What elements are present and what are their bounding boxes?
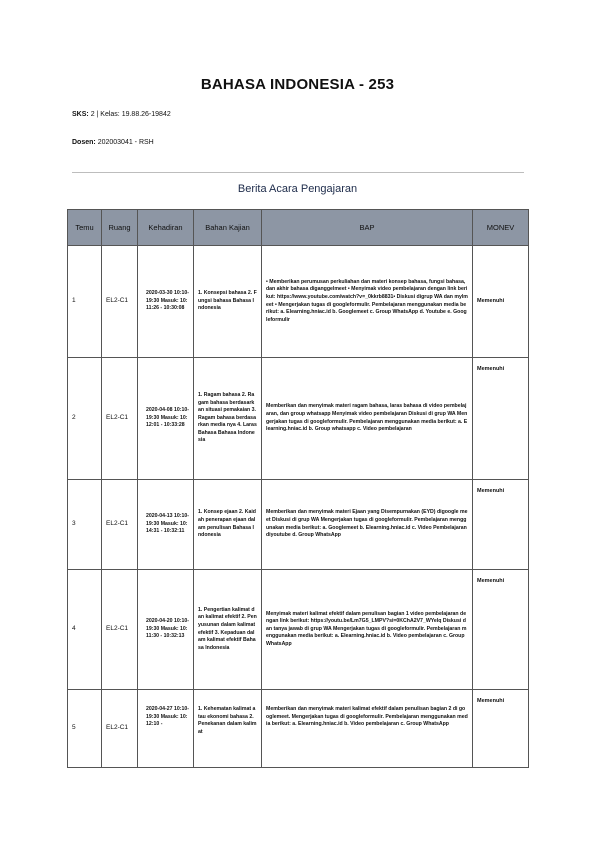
- divider: [72, 172, 524, 173]
- document-title: BAHASA INDONESIA - 253: [200, 76, 395, 93]
- cell-monev: Memenuhi: [473, 570, 529, 690]
- cell-temu: 4: [68, 570, 102, 690]
- cell-temu: 3: [68, 480, 102, 570]
- header-kehadiran: Kehadiran: [138, 210, 194, 246]
- cell-temu: 2: [68, 358, 102, 480]
- cell-monev: Memenuhi: [473, 246, 529, 358]
- cell-monev: Memenuhi: [473, 480, 529, 570]
- sks-class-line: [72, 111, 171, 118]
- sks-value: 2 | Kelas: 19.88.26-19842: [90, 111, 171, 118]
- cell-bahan-kajian: 1. Konsep ejaan 2. Kaidah penerapan ejaan dalam penulisan Bahasa Indonesia: [194, 480, 262, 570]
- table-row: [68, 358, 529, 480]
- cell-bap: Memberikan dan menyimak materi ragam bahasa, laras bahasa di video pembelajaran, dan group whatsapp Menyimak video pembelajaran Diskusi di grup WA Mengerjakan tugas di googleformulir. Pembelajaran menggunakan media berikut: a. Elearning.hniac.id b. Group whatsapp c. Video pembelajaran: [262, 358, 473, 480]
- cell-bahan-kajian: 1. Pengertian kalimat dan kalimat efektif 2. Penyusunan dalam kalimat efektif 3. Kepaduan dalam kalimat efektif Bahasa Indonesia: [194, 570, 262, 690]
- header-ruang: Ruang: [102, 210, 138, 246]
- cell-monev: Memenuhi: [473, 690, 529, 768]
- table-row: [68, 690, 529, 768]
- cell-kehadiran: 2020-04-13 10:10-19:30 Masuk: 10:14:31 - 10:32:11: [138, 480, 194, 570]
- header-bap: BAP: [262, 210, 473, 246]
- header-monev: MONEV: [473, 210, 529, 246]
- header-temu: Temu: [68, 210, 102, 246]
- cell-kehadiran: 2020-04-08 10:10-19:30 Masuk: 10:12:01 - 10:33:28: [138, 358, 194, 480]
- cell-bap: • Memberikan perumusan perkuliahan dan materi konsep bahasa, fungsi bahasa, dan akhir bahasa diganggelmeet • Menyimak video pembelajaran dengan link berikut: https://www.youtube.com/watch?v=_0kkrb8831• Diskusi digrup WA dan mylmeet • Mengerjakan tugas di googleformulir. Pembelajaran menggunakan media berikut: a. Elearning.hniac.id b. Googlemeet c. Group WhatsApp d. Youtube e. Googleformulir: [262, 246, 473, 358]
- table-row: [68, 570, 529, 690]
- cell-bap: Memberikan dan menyimak materi kalimat efektif dalam penulisan bagian 2 di googlemeet. Mengerjakan tugas di googleformulir. Pembelajaran menggunakan media berikut: a. Elearning.hniac.id b. Video pembelajaran c. Group WhatsApp: [262, 690, 473, 768]
- cell-bap: Menyimak materi kalimat efektif dalam penulisan bagian 1 video pembelajaran dengan link berikut: https://youtu.be/Lm7G5_LMPV?si=0KChA2V7_WYeIq Diskusi dan tanya jawab di grup WA Mengerjakan tugas di googleformulir. Pembelajaran menggunakan media berikut: a. Elearning.hniac.id b. Video pembelajaran c. Group WhatsApp: [262, 570, 473, 690]
- cell-temu: 1: [68, 246, 102, 358]
- table-header-row: [68, 210, 529, 246]
- teaching-record-table: [67, 209, 529, 768]
- cell-ruang: EL2-C1: [102, 246, 138, 358]
- cell-ruang: EL2-C1: [102, 480, 138, 570]
- cell-kehadiran: 2020-03-30 10:10-19:30 Masuk: 10:11:26 - 10:30:08: [138, 246, 194, 358]
- cell-bahan-kajian: 1. Ragam bahasa 2. Ragam bahasa berdasarkan situasi pemakaian 3. Ragam bahasa berdasarkan media nya 4. Laras Bahasa Bahasa Indonesia: [194, 358, 262, 480]
- cell-kehadiran: 2020-04-20 10:10-19:30 Masuk: 10:11:30 - 10:32:13: [138, 570, 194, 690]
- cell-bahan-kajian: 1. Konsepsi bahasa 2. Fungsi bahasa Bahasa Indonesia: [194, 246, 262, 358]
- cell-bap: Memberikan dan menyimak materi Ejaan yang Disempurnakan (EYD) digoogle meet Diskusi di grup WA Mengerjakan tugas di googleformulir. Pembelajaran menggunakan media berikut: a. Googlemeet b. Elearning.hniac.id c. Video Pembelajaran diyoutube d. Group WhatsApp: [262, 480, 473, 570]
- sks-label: SKS:: [72, 111, 89, 118]
- lecturer-line: [72, 139, 154, 146]
- header-bahan-kajian: Bahan Kajian: [194, 210, 262, 246]
- cell-ruang: EL2-C1: [102, 358, 138, 480]
- section-subtitle: Berita Acara Pengajaran: [237, 183, 358, 195]
- table-row: [68, 480, 529, 570]
- lecturer-value: 202003041 - RSH: [97, 139, 154, 146]
- table-row: [68, 246, 529, 358]
- cell-kehadiran: 2020-04-27 10:10-19:30 Masuk: 10:12:10 -: [138, 690, 194, 768]
- cell-ruang: EL2-C1: [102, 570, 138, 690]
- cell-monev: Memenuhi: [473, 358, 529, 480]
- cell-temu: 5: [68, 690, 102, 768]
- cell-bahan-kajian: 1. Kehematan kalimat atau ekonomi bahasa 2. Penekanan dalam kalimat: [194, 690, 262, 768]
- lecturer-label: Dosen:: [72, 139, 96, 146]
- cell-ruang: EL2-C1: [102, 690, 138, 768]
